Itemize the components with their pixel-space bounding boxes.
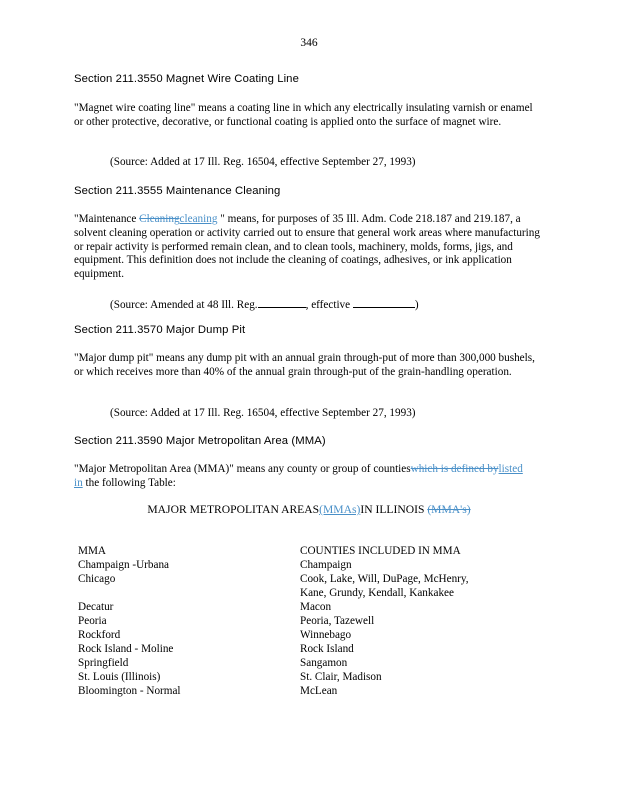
table-cell-counties: Macon bbox=[300, 601, 332, 613]
table-cell-mma: Peoria bbox=[78, 615, 107, 627]
table-title-inserted: (MMAs) bbox=[319, 503, 361, 516]
table-title-mid: IN ILLINOIS bbox=[360, 503, 428, 516]
section-heading-3555: Section 211.3555 Maintenance Cleaning bbox=[74, 185, 281, 197]
section-body-3555 bbox=[74, 213, 544, 282]
table-cell-counties: Sangamon bbox=[300, 657, 348, 669]
table-cell-mma: Bloomington - Normal bbox=[78, 685, 181, 697]
table-title bbox=[0, 503, 618, 517]
source-close: ) bbox=[414, 299, 419, 311]
section-heading-3570: Section 211.3570 Major Dump Pit bbox=[74, 324, 246, 336]
table-cell-mma: St. Louis (Illinois) bbox=[78, 671, 161, 683]
section-body-3570: "Major dump pit" means any dump pit with an annual grain through-put of more than 300,000 bushels, or which receives more than 40% of the annual grain through-put of the grain-handling operation. bbox=[74, 352, 535, 378]
table-cell-mma: Rockford bbox=[78, 629, 121, 641]
source-mid: , effective bbox=[305, 299, 353, 311]
table-cell-counties-continued: Kane, Grundy, Kendall, Kankakee bbox=[300, 587, 454, 599]
section-source-3570: (Source: Added at 17 Ill. Reg. 16504, effective September 27, 1993) bbox=[110, 407, 416, 419]
table-cell-counties: Peoria, Tazewell bbox=[300, 615, 375, 627]
table-cell-counties: Champaign bbox=[300, 559, 352, 571]
section-source-3550: (Source: Added at 17 Ill. Reg. 16504, effective September 27, 1993) bbox=[110, 156, 416, 168]
table-cell-mma: Decatur bbox=[78, 601, 114, 613]
section-source-3555 bbox=[110, 296, 419, 313]
table-cell-mma: Rock Island - Moline bbox=[78, 643, 174, 655]
inserted-text: cleaning bbox=[179, 213, 218, 225]
body-text-rest: " means, for purposes of 35 Ill. Adm. Code 218.187 and 219.187, a solvent cleaning operation or activity carried out to ensure that general work areas where manufacturing or repair activity is performed remain clean, and to clean tools, machinery, molds, forms, jigs, and equipment. This definition does not include the cleaning of coatings, adhesives, or ink application equipment. bbox=[74, 213, 540, 281]
table-cell-counties: McLean bbox=[300, 685, 338, 697]
body-text-open: "Maintenance bbox=[74, 213, 140, 225]
table-cell-mma: Champaign -Urbana bbox=[78, 559, 170, 571]
blank-effective-date bbox=[353, 296, 415, 308]
deleted-text: Cleaning bbox=[139, 213, 180, 225]
table-title-deleted: (MMA's) bbox=[427, 503, 471, 516]
table-cell-counties: St. Clair, Madison bbox=[300, 671, 382, 683]
body-text-open: "Major Metropolitan Area (MMA)" means any county or group of counties bbox=[74, 463, 411, 475]
section-heading-3550: Section 211.3550 Magnet Wire Coating Line bbox=[74, 73, 299, 85]
body-text-rest: the following Table: bbox=[82, 476, 176, 489]
page-number: 346 bbox=[300, 37, 318, 49]
section-body-3590 bbox=[74, 463, 529, 491]
table-cell-counties: Rock Island bbox=[300, 643, 354, 655]
section-body-3550: "Magnet wire coating line" means a coating line in which any electrically insulating varnish or enamel or other protective, decorative, or functional coating is applied onto the surface of magnet wire. bbox=[74, 102, 533, 128]
table-cell-mma: Springfield bbox=[78, 657, 129, 669]
table-header-counties: COUNTIES INCLUDED IN MMA bbox=[300, 545, 461, 557]
table-cell-counties: Winnebago bbox=[300, 629, 352, 641]
section-heading-3590: Section 211.3590 Major Metropolitan Area (MMA) bbox=[74, 435, 326, 447]
table-title-lead: MAJOR METROPOLITAN AREAS bbox=[147, 503, 320, 516]
table-cell-counties: Cook, Lake, Will, DuPage, McHenry, bbox=[300, 573, 469, 585]
deleted-text: which is defined by bbox=[410, 463, 499, 475]
inserted-text: listed in bbox=[74, 463, 523, 489]
blank-register-number bbox=[258, 296, 306, 308]
table-cell-mma: Chicago bbox=[78, 573, 116, 585]
source-lead: (Source: Amended at 48 Ill. Reg. bbox=[110, 299, 258, 311]
table-header-mma: MMA bbox=[78, 545, 106, 557]
